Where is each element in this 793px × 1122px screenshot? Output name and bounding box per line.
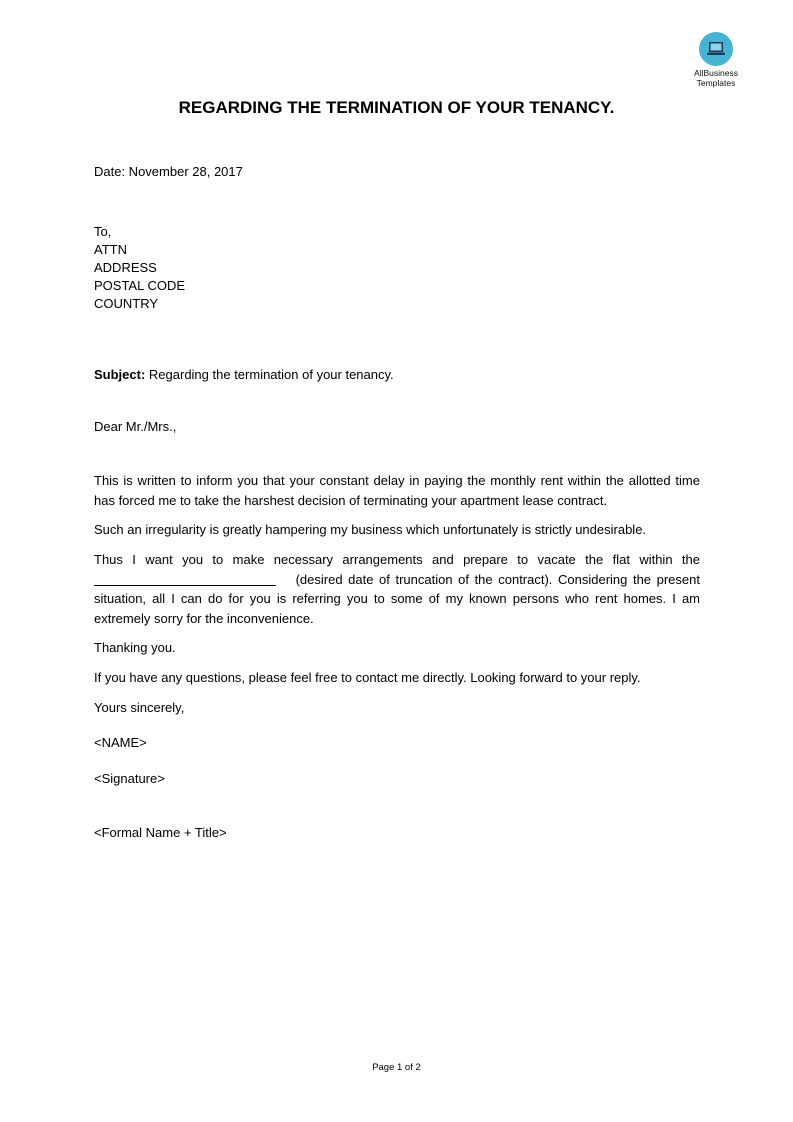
recipient-country: COUNTRY	[94, 296, 159, 311]
paragraph-3-end: (desired date of truncation of the contract). Considering the present situation, all I can do for you is referring you to some of my known persons who rent homes. I am extremely sorry for the inconvenience.	[94, 571, 700, 626]
paragraph-3-start: Thus I want you to make necessary arrangements and prepare to vacate the flat within the	[94, 552, 700, 567]
body-paragraph-1: This is written to inform you that your constant delay in paying the monthly rent within the allotted time has forced me to take the harshest decision of terminating your apartment lease contract.	[94, 473, 700, 508]
recipient-postal-code: POSTAL CODE	[94, 278, 186, 293]
logo-name-line2: Templates	[696, 78, 736, 88]
letter-title: REGARDING THE TERMINATION OF YOUR TENANCY.	[178, 98, 615, 117]
body-paragraph-2: Such an irregularity is greatly hampering my business which unfortunately is strictly undesirable.	[94, 522, 647, 537]
logo-name-line1: AllBusiness	[694, 68, 738, 78]
body-paragraph-contact: If you have any questions, please feel free to contact me directly. Looking forward to your reply.	[94, 670, 641, 685]
closing: Yours sincerely,	[94, 700, 185, 715]
body-paragraph-3	[94, 550, 700, 628]
subject-text: Regarding the termination of your tenancy.	[145, 367, 394, 382]
subject-line	[94, 366, 394, 384]
date-blank-line	[94, 572, 276, 586]
sender-name: <NAME>	[94, 735, 147, 750]
sender-formal-name: <Formal Name + Title>	[94, 825, 227, 840]
sender-signature: <Signature>	[94, 771, 165, 786]
company-logo	[686, 32, 746, 88]
subject-label: Subject:	[94, 367, 146, 382]
recipient-attn: ATTN	[94, 242, 127, 257]
recipient-to: To,	[94, 224, 112, 239]
letter-date: Date: November 28, 2017	[94, 164, 243, 179]
thanking-line: Thanking you.	[94, 640, 176, 655]
page-number: Page 1 of 2	[372, 1062, 421, 1073]
recipient-address: ADDRESS	[94, 260, 157, 275]
laptop-icon	[699, 32, 733, 66]
salutation: Dear Mr./Mrs.,	[94, 419, 177, 434]
